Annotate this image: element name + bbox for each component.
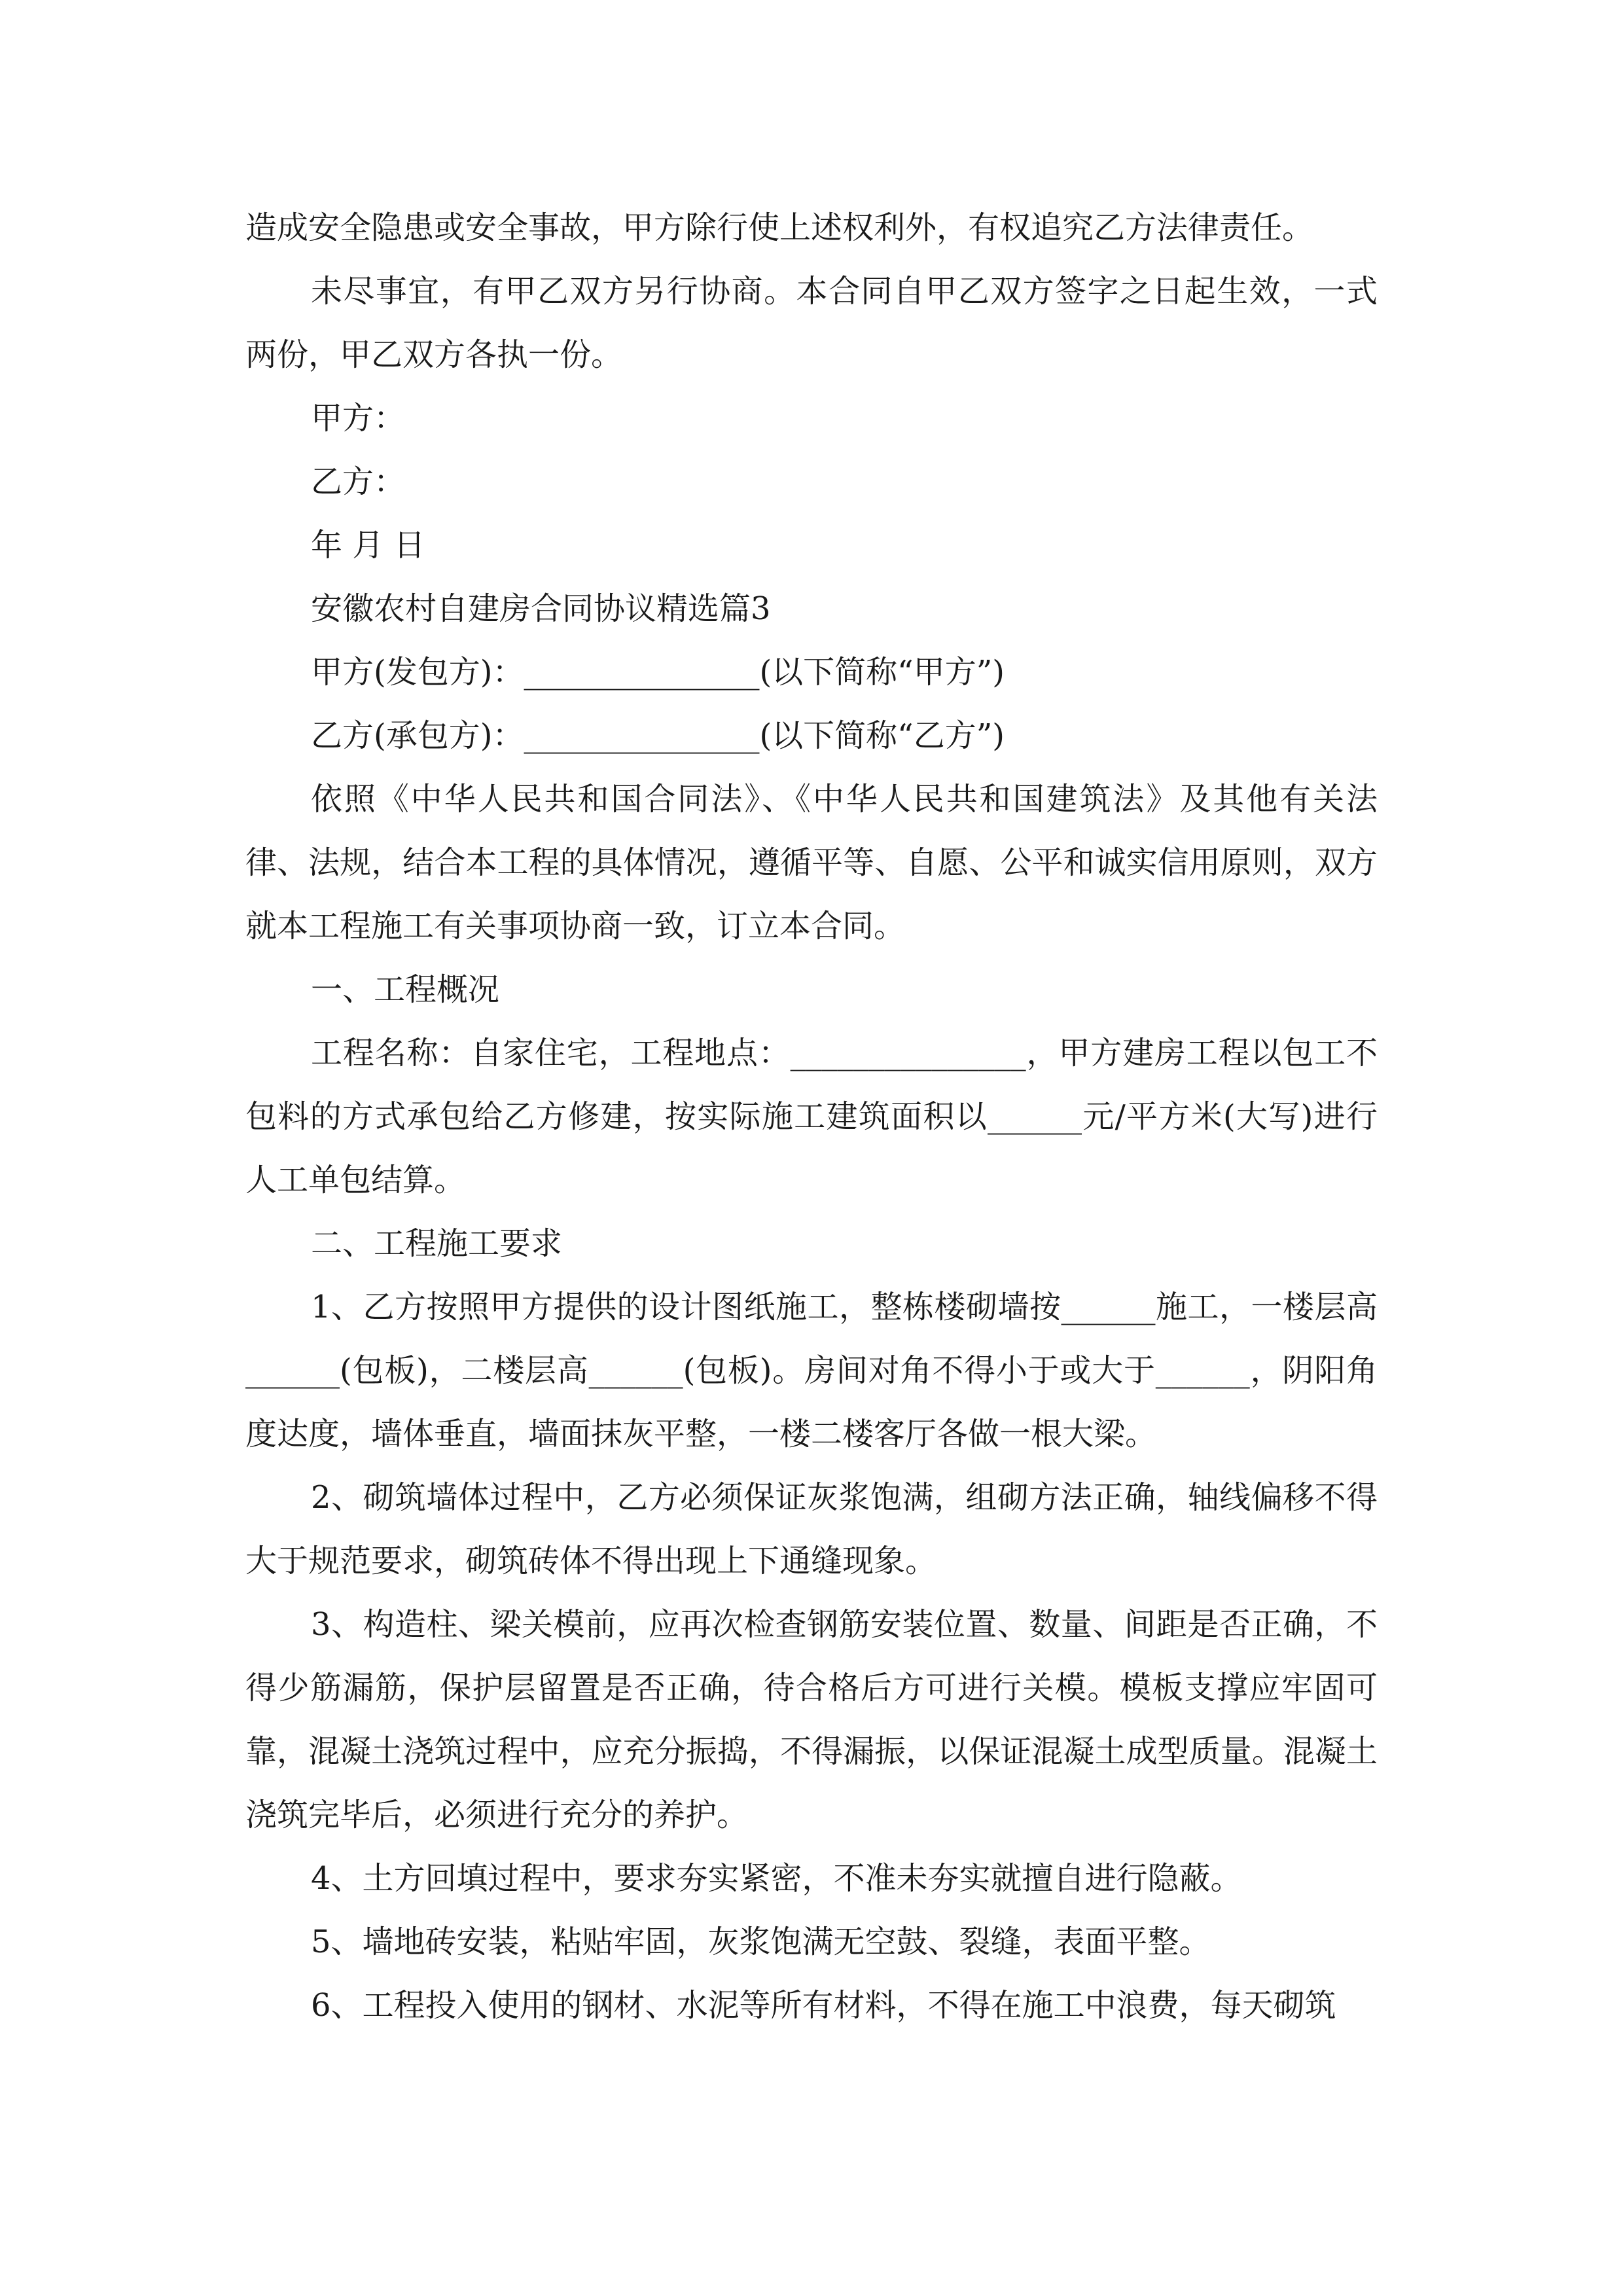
clause-2: 2、砌筑墙体过程中，乙方必须保证灰浆饱满，组砌方法正确，轴线偏移不得大于规范要求，砌筑砖体不得出现上下通缝现象。 (245, 1479, 1378, 1579)
date-line: 年 月 日 (311, 527, 425, 564)
paragraph-legal-basis: 依照《中华人民共和国合同法》、《中华人民共和国建筑法》及其他有关法律、法规，结合本工程的具体情况，遵循平等、自愿、公平和诚实信用原则，双方就本工程施工有关事项协商一致，订立本合同。 (245, 781, 1378, 944)
party-b-line: 乙方(承包方)：_______________(以下简称“乙方”) (311, 717, 1005, 754)
clause-1: 1、乙方按照甲方提供的设计图纸施工，整栋楼砌墙按______施工，一楼层高______(包板)，二楼层高______(包板)。房间对角不得小于或大于______，阴阳角度达度，墙体垂直，墙面抹灰平整，一楼二楼客厅各做一根大梁。 (245, 1289, 1378, 1452)
clause-3: 3、构造柱、梁关模前，应再次检查钢筋安装位置、数量、间距是否正确，不得少筋漏筋，保护层留置是否正确，待合格后方可进行关模。模板支撑应牢固可靠，混凝土浇筑过程中，应充分振捣，不得漏振，以保证混凝土成型质量。混凝土浇筑完毕后，必须进行充分的养护。 (245, 1606, 1378, 1833)
section-title: 安徽农村自建房合同协议精选篇3 (311, 590, 771, 627)
heading-construction-requirements: 二、工程施工要求 (311, 1225, 563, 1262)
party-b-signature-line: 乙方： (311, 463, 406, 500)
heading-project-overview: 一、工程概况 (311, 971, 500, 1008)
document-body (245, 196, 1378, 2037)
clause-5: 5、墙地砖安装，粘贴牢固，灰浆饱满无空鼓、裂缝，表面平整。 (311, 1924, 1211, 1960)
party-a-signature-line: 甲方： (311, 400, 406, 437)
paragraph-project-name: 工程名称：自家住宅，工程地点：_______________，甲方建房工程以包工不包料的方式承包给乙方修建，按实际施工建筑面积以______元/平方米(大写)进行人工单包结算。 (245, 1035, 1378, 1198)
clause-4: 4、土方回填过程中，要求夯实紧密，不准未夯实就擅自进行隐蔽。 (311, 1860, 1242, 1897)
party-a-line: 甲方(发包方)：_______________(以下简称“甲方”) (311, 654, 1005, 691)
clause-6: 6、工程投入使用的钢材、水泥等所有材料，不得在施工中浪费，每天砌筑 (311, 1987, 1336, 2024)
paragraph-liability: 造成安全隐患或安全事故，甲方除行使上述权利外，有权追究乙方法律责任。 (245, 209, 1314, 246)
paragraph-effective-clause: 未尽事宜，有甲乙双方另行协商。本合同自甲乙双方签字之日起生效，一式两份，甲乙双方各执一份。 (245, 273, 1378, 373)
